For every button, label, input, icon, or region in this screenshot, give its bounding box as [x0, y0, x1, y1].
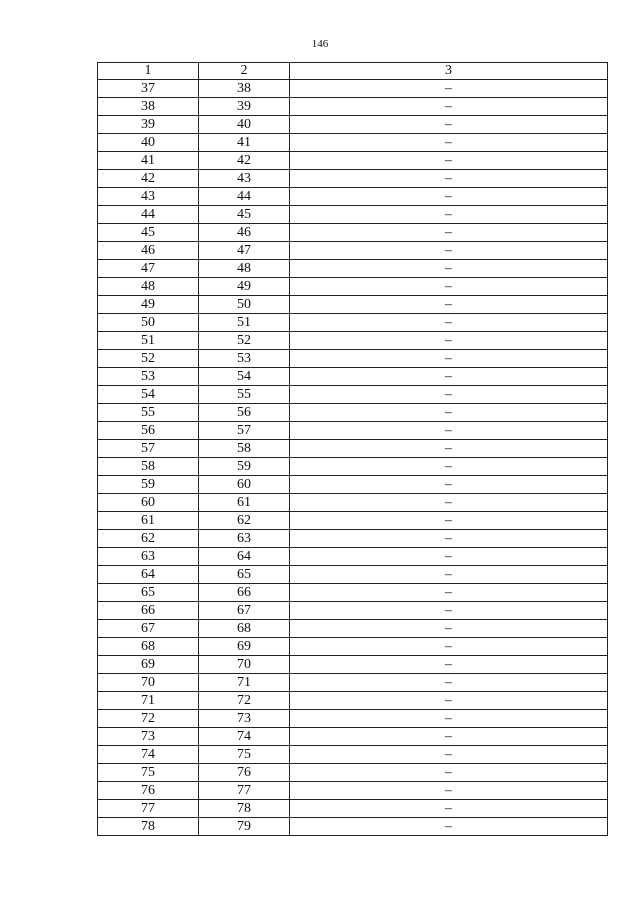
- cell-col-2: 73: [199, 710, 290, 728]
- cell-col-2: 39: [199, 98, 290, 116]
- table-row: [98, 332, 608, 350]
- cell-col-2: 56: [199, 404, 290, 422]
- cell-col-2: 47: [199, 242, 290, 260]
- cell-col-3: –: [290, 116, 608, 134]
- cell-col-2: 40: [199, 116, 290, 134]
- cell-col-2: 67: [199, 602, 290, 620]
- cell-col-1: 54: [98, 386, 199, 404]
- cell-col-2: 49: [199, 278, 290, 296]
- cell-col-2: 50: [199, 296, 290, 314]
- cell-col-2: 46: [199, 224, 290, 242]
- cell-col-2: 79: [199, 818, 290, 836]
- cell-col-1: 50: [98, 314, 199, 332]
- table-row: [98, 584, 608, 602]
- cell-col-2: 38: [199, 80, 290, 98]
- cell-col-3: –: [290, 728, 608, 746]
- cell-col-2: 72: [199, 692, 290, 710]
- cell-col-1: 73: [98, 728, 199, 746]
- cell-col-2: 51: [199, 314, 290, 332]
- cell-col-3: –: [290, 440, 608, 458]
- column-header-3: 3: [290, 63, 608, 80]
- cell-col-3: –: [290, 800, 608, 818]
- table-row: [98, 728, 608, 746]
- cell-col-2: 42: [199, 152, 290, 170]
- cell-col-2: 69: [199, 638, 290, 656]
- cell-col-1: 46: [98, 242, 199, 260]
- table-row: [98, 188, 608, 206]
- cell-col-1: 39: [98, 116, 199, 134]
- table-row: [98, 314, 608, 332]
- table-row: [98, 296, 608, 314]
- cell-col-1: 55: [98, 404, 199, 422]
- table-row: [98, 782, 608, 800]
- table-row: [98, 638, 608, 656]
- cell-col-1: 74: [98, 746, 199, 764]
- cell-col-1: 56: [98, 422, 199, 440]
- cell-col-3: –: [290, 80, 608, 98]
- column-header-1: 1: [98, 63, 199, 80]
- cell-col-2: 44: [199, 188, 290, 206]
- table-row: [98, 800, 608, 818]
- table-row: [98, 548, 608, 566]
- cell-col-1: 37: [98, 80, 199, 98]
- table-row: [98, 242, 608, 260]
- cell-col-2: 63: [199, 530, 290, 548]
- cell-col-3: –: [290, 620, 608, 638]
- table-row: [98, 134, 608, 152]
- table-row: [98, 386, 608, 404]
- cell-col-1: 38: [98, 98, 199, 116]
- cell-col-3: –: [290, 314, 608, 332]
- cell-col-1: 76: [98, 782, 199, 800]
- table-row: [98, 494, 608, 512]
- cell-col-3: –: [290, 584, 608, 602]
- cell-col-2: 71: [199, 674, 290, 692]
- table-row: [98, 512, 608, 530]
- cell-col-2: 41: [199, 134, 290, 152]
- cell-col-1: 60: [98, 494, 199, 512]
- cell-col-1: 41: [98, 152, 199, 170]
- cell-col-2: 61: [199, 494, 290, 512]
- cell-col-2: 65: [199, 566, 290, 584]
- cell-col-3: –: [290, 638, 608, 656]
- table-row: [98, 764, 608, 782]
- cell-col-2: 58: [199, 440, 290, 458]
- cell-col-3: –: [290, 566, 608, 584]
- cell-col-1: 40: [98, 134, 199, 152]
- cell-col-3: –: [290, 692, 608, 710]
- cell-col-2: 66: [199, 584, 290, 602]
- cell-col-2: 75: [199, 746, 290, 764]
- table-row: [98, 422, 608, 440]
- cell-col-1: 47: [98, 260, 199, 278]
- cell-col-1: 61: [98, 512, 199, 530]
- cell-col-2: 53: [199, 350, 290, 368]
- cell-col-1: 53: [98, 368, 199, 386]
- cell-col-2: 74: [199, 728, 290, 746]
- cell-col-1: 43: [98, 188, 199, 206]
- table-row: [98, 602, 608, 620]
- cell-col-1: 63: [98, 548, 199, 566]
- cell-col-3: –: [290, 422, 608, 440]
- table-row: [98, 224, 608, 242]
- cell-col-2: 76: [199, 764, 290, 782]
- cell-col-3: –: [290, 206, 608, 224]
- cell-col-1: 66: [98, 602, 199, 620]
- column-header-2: 2: [199, 63, 290, 80]
- cell-col-3: –: [290, 350, 608, 368]
- cell-col-3: –: [290, 368, 608, 386]
- cell-col-3: –: [290, 710, 608, 728]
- cell-col-3: –: [290, 134, 608, 152]
- cell-col-1: 78: [98, 818, 199, 836]
- table-row: [98, 170, 608, 188]
- table-row: [98, 566, 608, 584]
- cell-col-3: –: [290, 656, 608, 674]
- cell-col-2: 62: [199, 512, 290, 530]
- cell-col-1: 51: [98, 332, 199, 350]
- cell-col-1: 52: [98, 350, 199, 368]
- cell-col-3: –: [290, 764, 608, 782]
- cell-col-3: –: [290, 170, 608, 188]
- cell-col-3: –: [290, 818, 608, 836]
- cell-col-1: 77: [98, 800, 199, 818]
- table-row: [98, 476, 608, 494]
- cell-col-1: 72: [98, 710, 199, 728]
- cell-col-3: –: [290, 278, 608, 296]
- cell-col-3: –: [290, 458, 608, 476]
- cell-col-2: 77: [199, 782, 290, 800]
- cell-col-2: 48: [199, 260, 290, 278]
- cell-col-1: 67: [98, 620, 199, 638]
- table-row: [98, 440, 608, 458]
- cell-col-1: 45: [98, 224, 199, 242]
- cell-col-1: 68: [98, 638, 199, 656]
- table-body: [98, 80, 608, 836]
- cell-col-3: –: [290, 494, 608, 512]
- table-header-row: [98, 63, 608, 80]
- cell-col-3: –: [290, 386, 608, 404]
- cell-col-2: 45: [199, 206, 290, 224]
- cell-col-1: 71: [98, 692, 199, 710]
- cell-col-1: 62: [98, 530, 199, 548]
- table-row: [98, 206, 608, 224]
- cell-col-1: 48: [98, 278, 199, 296]
- cell-col-3: –: [290, 746, 608, 764]
- cell-col-3: –: [290, 332, 608, 350]
- cell-col-1: 65: [98, 584, 199, 602]
- cell-col-3: –: [290, 224, 608, 242]
- table-row: [98, 620, 608, 638]
- cell-col-3: –: [290, 512, 608, 530]
- cell-col-3: –: [290, 242, 608, 260]
- table-row: [98, 530, 608, 548]
- cell-col-3: –: [290, 602, 608, 620]
- table-row: [98, 674, 608, 692]
- cell-col-1: 70: [98, 674, 199, 692]
- cell-col-3: –: [290, 404, 608, 422]
- cell-col-3: –: [290, 152, 608, 170]
- table-row: [98, 278, 608, 296]
- table-row: [98, 458, 608, 476]
- cell-col-1: 75: [98, 764, 199, 782]
- cell-col-2: 52: [199, 332, 290, 350]
- table-row: [98, 98, 608, 116]
- cell-col-3: –: [290, 188, 608, 206]
- cell-col-1: 58: [98, 458, 199, 476]
- cell-col-1: 49: [98, 296, 199, 314]
- cell-col-2: 64: [199, 548, 290, 566]
- table-row: [98, 710, 608, 728]
- data-table: [97, 62, 608, 836]
- table-row: [98, 404, 608, 422]
- cell-col-2: 60: [199, 476, 290, 494]
- cell-col-2: 43: [199, 170, 290, 188]
- table-row: [98, 656, 608, 674]
- cell-col-1: 44: [98, 206, 199, 224]
- cell-col-1: 42: [98, 170, 199, 188]
- table-row: [98, 80, 608, 98]
- cell-col-3: –: [290, 548, 608, 566]
- table-row: [98, 116, 608, 134]
- table-row: [98, 368, 608, 386]
- cell-col-3: –: [290, 530, 608, 548]
- table-row: [98, 746, 608, 764]
- cell-col-1: 59: [98, 476, 199, 494]
- cell-col-2: 70: [199, 656, 290, 674]
- cell-col-2: 57: [199, 422, 290, 440]
- cell-col-1: 57: [98, 440, 199, 458]
- cell-col-3: –: [290, 782, 608, 800]
- cell-col-3: –: [290, 98, 608, 116]
- cell-col-2: 59: [199, 458, 290, 476]
- table-row: [98, 350, 608, 368]
- table-row: [98, 818, 608, 836]
- cell-col-2: 68: [199, 620, 290, 638]
- cell-col-1: 69: [98, 656, 199, 674]
- cell-col-1: 64: [98, 566, 199, 584]
- cell-col-3: –: [290, 260, 608, 278]
- data-table-container: [97, 62, 607, 836]
- cell-col-3: –: [290, 476, 608, 494]
- table-row: [98, 260, 608, 278]
- page-number: 146: [311, 38, 329, 50]
- cell-col-3: –: [290, 674, 608, 692]
- cell-col-2: 54: [199, 368, 290, 386]
- table-row: [98, 692, 608, 710]
- cell-col-3: –: [290, 296, 608, 314]
- cell-col-2: 55: [199, 386, 290, 404]
- cell-col-2: 78: [199, 800, 290, 818]
- table-row: [98, 152, 608, 170]
